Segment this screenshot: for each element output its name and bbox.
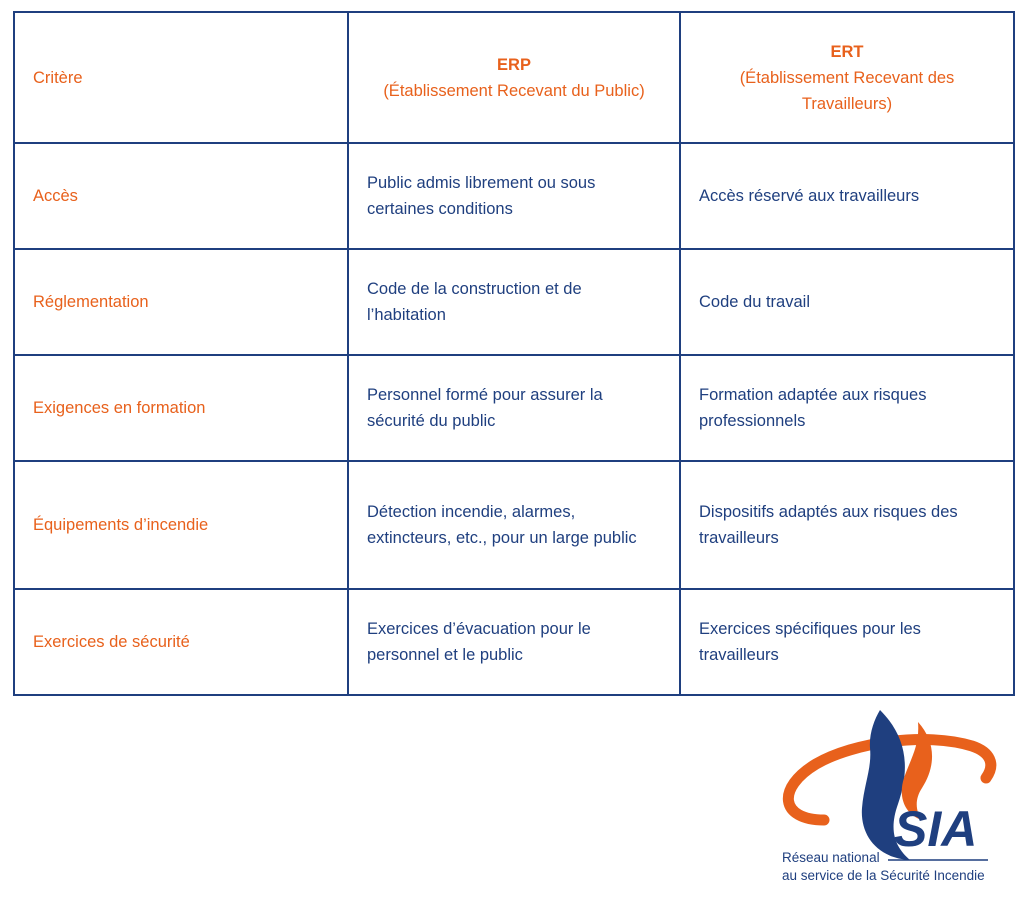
header-ert-abbr: ERT	[830, 42, 864, 61]
row-criterion: Équipements d’incendie	[14, 461, 348, 589]
row-ert-value: Dispositifs adaptés aux risques des travailleurs	[680, 461, 1014, 589]
row-criterion: Exercices de sécurité	[14, 589, 348, 695]
sia-wordmark: SIA	[894, 801, 978, 857]
comparison-table-container	[13, 11, 1015, 696]
header-ert-full: (Établissement Recevant des Travailleurs)	[739, 68, 955, 113]
row-ert-value: Formation adaptée aux risques professionnels	[680, 355, 1014, 461]
row-erp-value: Public admis librement ou sous certaines conditions	[348, 143, 680, 249]
logo-tagline-2: au service de la Sécurité Incendie	[782, 868, 985, 883]
header-criterion: Critère	[14, 12, 348, 143]
header-erp-full: (Établissement Recevant du Public)	[383, 81, 645, 100]
row-ert-value: Exercices spécifiques pour les travailleurs	[680, 589, 1014, 695]
row-erp-value: Personnel formé pour assurer la sécurité du public	[348, 355, 680, 461]
row-criterion: Accès	[14, 143, 348, 249]
erp-ert-comparison-table	[13, 11, 1015, 696]
table-row	[14, 461, 1014, 589]
table-header-row	[14, 12, 1014, 143]
row-criterion: Réglementation	[14, 249, 348, 355]
logo-tagline-1: Réseau national	[782, 850, 880, 865]
sia-logo	[776, 708, 1006, 898]
table-row	[14, 249, 1014, 355]
row-erp-value: Code de la construction et de l’habitation	[348, 249, 680, 355]
header-erp	[348, 12, 680, 143]
header-erp-abbr: ERP	[497, 55, 531, 74]
row-ert-value: Accès réservé aux travailleurs	[680, 143, 1014, 249]
header-ert	[680, 12, 1014, 143]
row-ert-value: Code du travail	[680, 249, 1014, 355]
row-erp-value: Détection incendie, alarmes, extincteurs, etc., pour un large public	[348, 461, 680, 589]
table-row	[14, 143, 1014, 249]
row-erp-value: Exercices d’évacuation pour le personnel et le public	[348, 589, 680, 695]
table-row	[14, 589, 1014, 695]
table-row	[14, 355, 1014, 461]
row-criterion: Exigences en formation	[14, 355, 348, 461]
